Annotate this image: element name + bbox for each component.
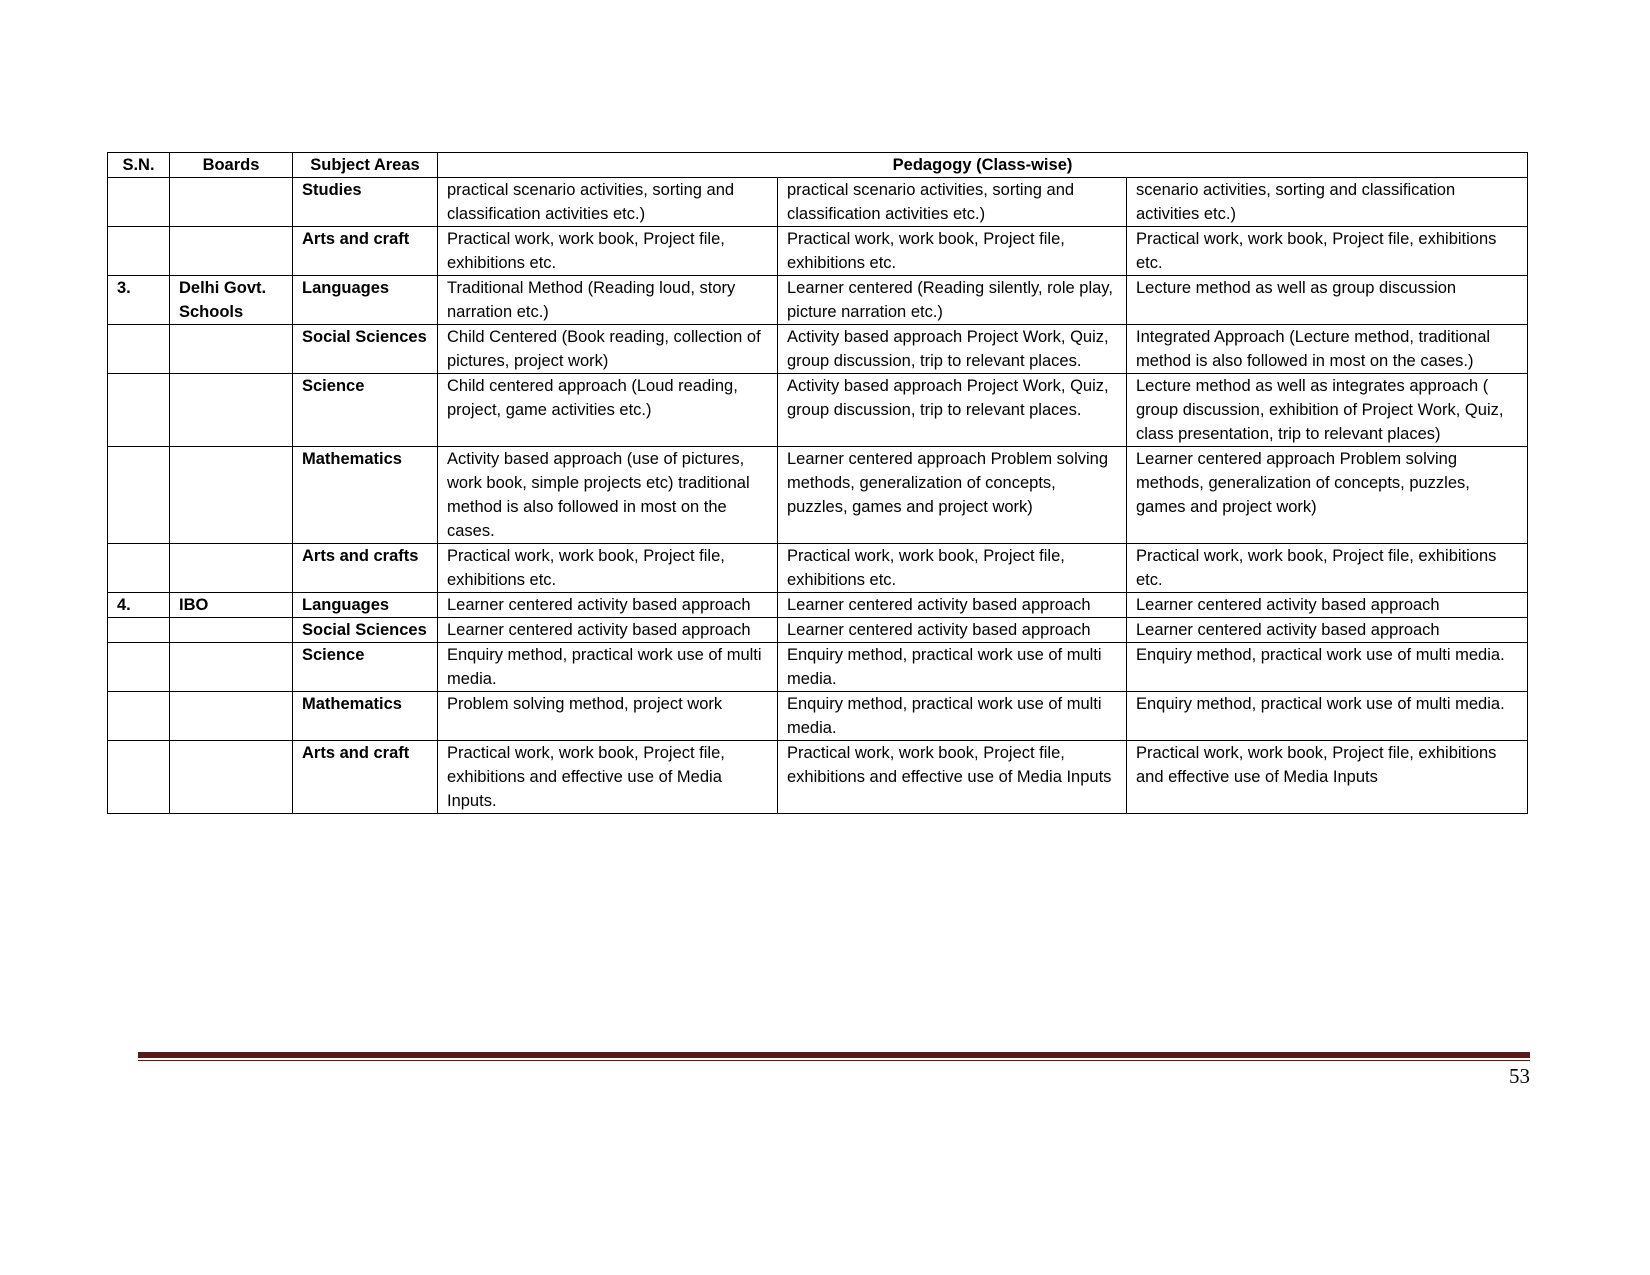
cell-pedagogy-2: Practical work, work book, Project file, exhibitions etc.: [778, 544, 1127, 593]
cell-board: Delhi Govt. Schools: [170, 276, 293, 325]
header-sn: S.N.: [108, 153, 170, 178]
cell-sn: 4.: [108, 593, 170, 618]
table-row: [108, 643, 1528, 692]
cell-pedagogy-1: Learner centered activity based approach: [438, 618, 778, 643]
cell-pedagogy-1: practical scenario activities, sorting and classification activities etc.): [438, 178, 778, 227]
cell-pedagogy-2: Learner centered activity based approach: [778, 593, 1127, 618]
table-row: [108, 325, 1528, 374]
cell-board: [170, 227, 293, 276]
table-row: [108, 618, 1528, 643]
table-row: [108, 741, 1528, 814]
cell-board: [170, 374, 293, 447]
cell-subject: Mathematics: [293, 447, 438, 544]
cell-sn: [108, 643, 170, 692]
cell-board: [170, 544, 293, 593]
cell-sn: [108, 544, 170, 593]
table-body: [108, 178, 1528, 814]
cell-subject: Social Sciences: [293, 618, 438, 643]
cell-pedagogy-2: Learner centered activity based approach: [778, 618, 1127, 643]
cell-pedagogy-3: Lecture method as well as group discussion: [1127, 276, 1528, 325]
cell-subject: Mathematics: [293, 692, 438, 741]
cell-pedagogy-1: Traditional Method (Reading loud, story narration etc.): [438, 276, 778, 325]
page-number: 53: [1509, 1064, 1530, 1088]
cell-pedagogy-1: Child centered approach (Loud reading, project, game activities etc.): [438, 374, 778, 447]
cell-pedagogy-3: scenario activities, sorting and classification activities etc.): [1127, 178, 1528, 227]
cell-sn: [108, 692, 170, 741]
cell-subject: Arts and crafts: [293, 544, 438, 593]
cell-pedagogy-3: Enquiry method, practical work use of multi media.: [1127, 643, 1528, 692]
cell-board: [170, 178, 293, 227]
table-row: [108, 447, 1528, 544]
header-pedagogy: Pedagogy (Class-wise): [438, 153, 1528, 178]
cell-subject: Arts and craft: [293, 741, 438, 814]
cell-subject: Social Sciences: [293, 325, 438, 374]
cell-pedagogy-3: Practical work, work book, Project file, exhibitions etc.: [1127, 227, 1528, 276]
cell-pedagogy-3: Practical work, work book, Project file, exhibitions and effective use of Media Inputs: [1127, 741, 1528, 814]
table-row: [108, 227, 1528, 276]
cell-subject: Languages: [293, 276, 438, 325]
cell-pedagogy-2: Enquiry method, practical work use of multi media.: [778, 692, 1127, 741]
cell-pedagogy-1: Enquiry method, practical work use of multi media.: [438, 643, 778, 692]
table-row: [108, 276, 1528, 325]
cell-pedagogy-3: Lecture method as well as integrates approach ( group discussion, exhibition of Project Work, Quiz, class presentation, trip to relevant places): [1127, 374, 1528, 447]
cell-pedagogy-1: Learner centered activity based approach: [438, 593, 778, 618]
cell-board: IBO: [170, 593, 293, 618]
table-header-row: [108, 153, 1528, 178]
footer-divider: [138, 1052, 1530, 1061]
cell-subject: Studies: [293, 178, 438, 227]
cell-sn: [108, 325, 170, 374]
cell-subject: Arts and craft: [293, 227, 438, 276]
cell-board: [170, 618, 293, 643]
cell-pedagogy-2: Practical work, work book, Project file, exhibitions etc.: [778, 227, 1127, 276]
cell-pedagogy-3: Learner centered approach Problem solving methods, generalization of concepts, puzzles, games and project work): [1127, 447, 1528, 544]
cell-subject: Languages: [293, 593, 438, 618]
cell-sn: [108, 618, 170, 643]
cell-board: [170, 741, 293, 814]
table-row: [108, 374, 1528, 447]
cell-pedagogy-3: Enquiry method, practical work use of multi media.: [1127, 692, 1528, 741]
cell-board: [170, 692, 293, 741]
cell-pedagogy-3: Learner centered activity based approach: [1127, 593, 1528, 618]
cell-pedagogy-1: Practical work, work book, Project file, exhibitions etc.: [438, 227, 778, 276]
cell-board: [170, 325, 293, 374]
cell-sn: [108, 447, 170, 544]
cell-pedagogy-3: Integrated Approach (Lecture method, traditional method is also followed in most on the cases.): [1127, 325, 1528, 374]
header-boards: Boards: [170, 153, 293, 178]
cell-sn: [108, 227, 170, 276]
cell-pedagogy-1: Practical work, work book, Project file, exhibitions etc.: [438, 544, 778, 593]
pedagogy-table: [107, 152, 1528, 814]
cell-pedagogy-2: Practical work, work book, Project file, exhibitions and effective use of Media Inputs: [778, 741, 1127, 814]
cell-pedagogy-2: Activity based approach Project Work, Quiz, group discussion, trip to relevant places.: [778, 325, 1127, 374]
cell-sn: [108, 741, 170, 814]
table-row: [108, 593, 1528, 618]
footer-divider-thin: [138, 1060, 1530, 1061]
cell-pedagogy-3: Learner centered activity based approach: [1127, 618, 1528, 643]
cell-pedagogy-1: Problem solving method, project work: [438, 692, 778, 741]
cell-pedagogy-2: Learner centered approach Problem solving methods, generalization of concepts, puzzles, games and project work): [778, 447, 1127, 544]
cell-pedagogy-1: Child Centered (Book reading, collection of pictures, project work): [438, 325, 778, 374]
cell-sn: [108, 178, 170, 227]
cell-pedagogy-2: Enquiry method, practical work use of multi media.: [778, 643, 1127, 692]
cell-subject: Science: [293, 374, 438, 447]
cell-pedagogy-2: Learner centered (Reading silently, role play, picture narration etc.): [778, 276, 1127, 325]
cell-subject: Science: [293, 643, 438, 692]
table-row: [108, 178, 1528, 227]
cell-pedagogy-2: practical scenario activities, sorting and classification activities etc.): [778, 178, 1127, 227]
table-row: [108, 544, 1528, 593]
cell-sn: [108, 374, 170, 447]
cell-pedagogy-1: Activity based approach (use of pictures, work book, simple projects etc) traditional method is also followed in most on the cases.: [438, 447, 778, 544]
header-subject-areas: Subject Areas: [293, 153, 438, 178]
table-row: [108, 692, 1528, 741]
cell-sn: 3.: [108, 276, 170, 325]
cell-pedagogy-1: Practical work, work book, Project file, exhibitions and effective use of Media Inputs.: [438, 741, 778, 814]
cell-board: [170, 447, 293, 544]
cell-board: [170, 643, 293, 692]
cell-pedagogy-3: Practical work, work book, Project file, exhibitions etc.: [1127, 544, 1528, 593]
cell-pedagogy-2: Activity based approach Project Work, Quiz, group discussion, trip to relevant places.: [778, 374, 1127, 447]
